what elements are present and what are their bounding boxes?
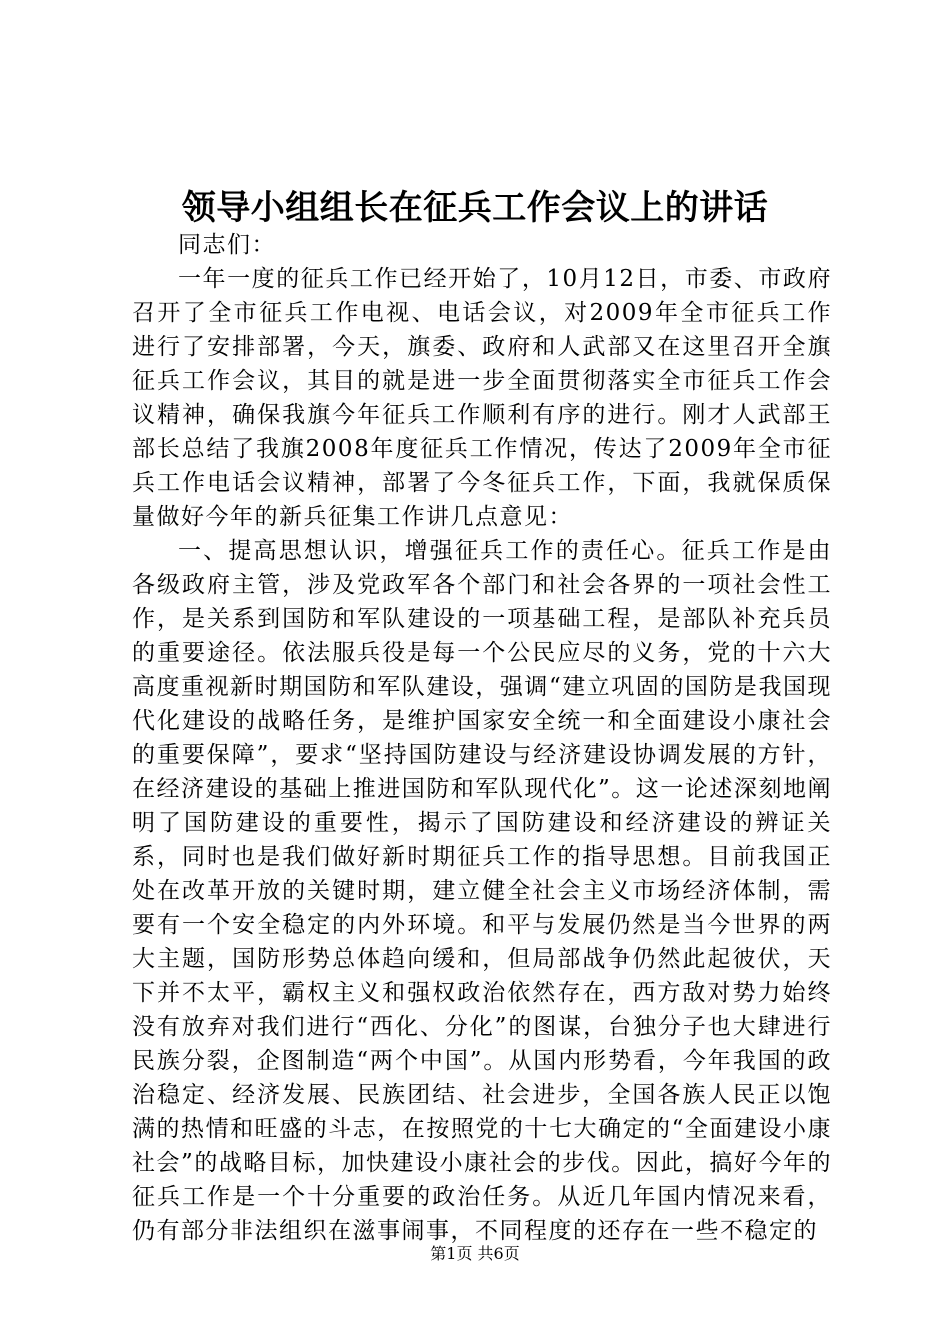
page-number-footer: 第1页 共6页 [430, 1244, 520, 1263]
document-body [132, 228, 832, 1248]
intro-paragraph: 一年一度的征兵工作已经开始了，10月12日，市委、市政府召开了全市征兵工作电视、电话会议，对2009年全市征兵工作进行了安排部署，今天，旗委、政府和人武部又在这里召开全旗征兵工作会议，其目的就是进一步全面贯彻落实全市征兵工作会议精神，确保我旗今年征兵工作顺利有序的进行。刚才人武部王部长总结了我旗2008年度征兵工作情况，传达了2009年全市征兵工作电话会议精神，部署了今冬征兵工作，下面，我就保质保量做好今年的新兵征集工作讲几点意见： [132, 266, 832, 530]
section-one-paragraph: 一、提高思想认识，增强征兵工作的责任心。征兵工作是由各级政府主管，涉及党政军各个部门和社会各界的一项社会性工作，是关系到国防和军队建设的一项基础工程，是部队补充兵员的重要途径。依法服兵役是每一个公民应尽的义务，党的十六大高度重视新时期国防和军队建设，强调“建立巩固的国防是我国现代化建设的战略任务，是维护国家安全统一和全面建设小康社会的重要保障”，要求“坚持国防建设与经济建设协调发展的方针，在经济建设的基础上推进国防和军队现代化”。这一论述深刻地阐明了国防建设的重要性，揭示了国防建设和经济建设的辨证关系，同时也是我们做好新时期征兵工作的指导思想。目前我国正处在改革开放的关键时期，建立健全社会主义市场经济体制，需要有一个安全稳定的内外环境。和平与发展仍然是当今世界的两大主题，国防形势总体趋向缓和，但局部战争仍然此起彼伏，天下并不太平，霸权主义和强权政治依然存在，西方敌对势力始终没有放弃对我们进行“西化、分化”的图谋，台独分子也大肆进行民族分裂，企图制造“两个中国”。从国内形势看，今年我国的政治稳定、经济发展、民族团结、社会进步，全国各族人民正以饱满的热情和旺盛的斗志，在按照党的十七大确定的“全面建设小康社会”的战略目标，加快建设小康社会的步伐。因此，搞好今年的征兵工作是一个十分重要的政治任务。从近几年国内情况来看，仍有部分非法组织在滋事闹事，不同程度的还存在一些不稳定的 [132, 538, 832, 1244]
salutation-paragraph: 同志们： [178, 232, 276, 258]
document-title: 领导小组组长在征兵工作会议上的讲话 [181, 188, 769, 228]
